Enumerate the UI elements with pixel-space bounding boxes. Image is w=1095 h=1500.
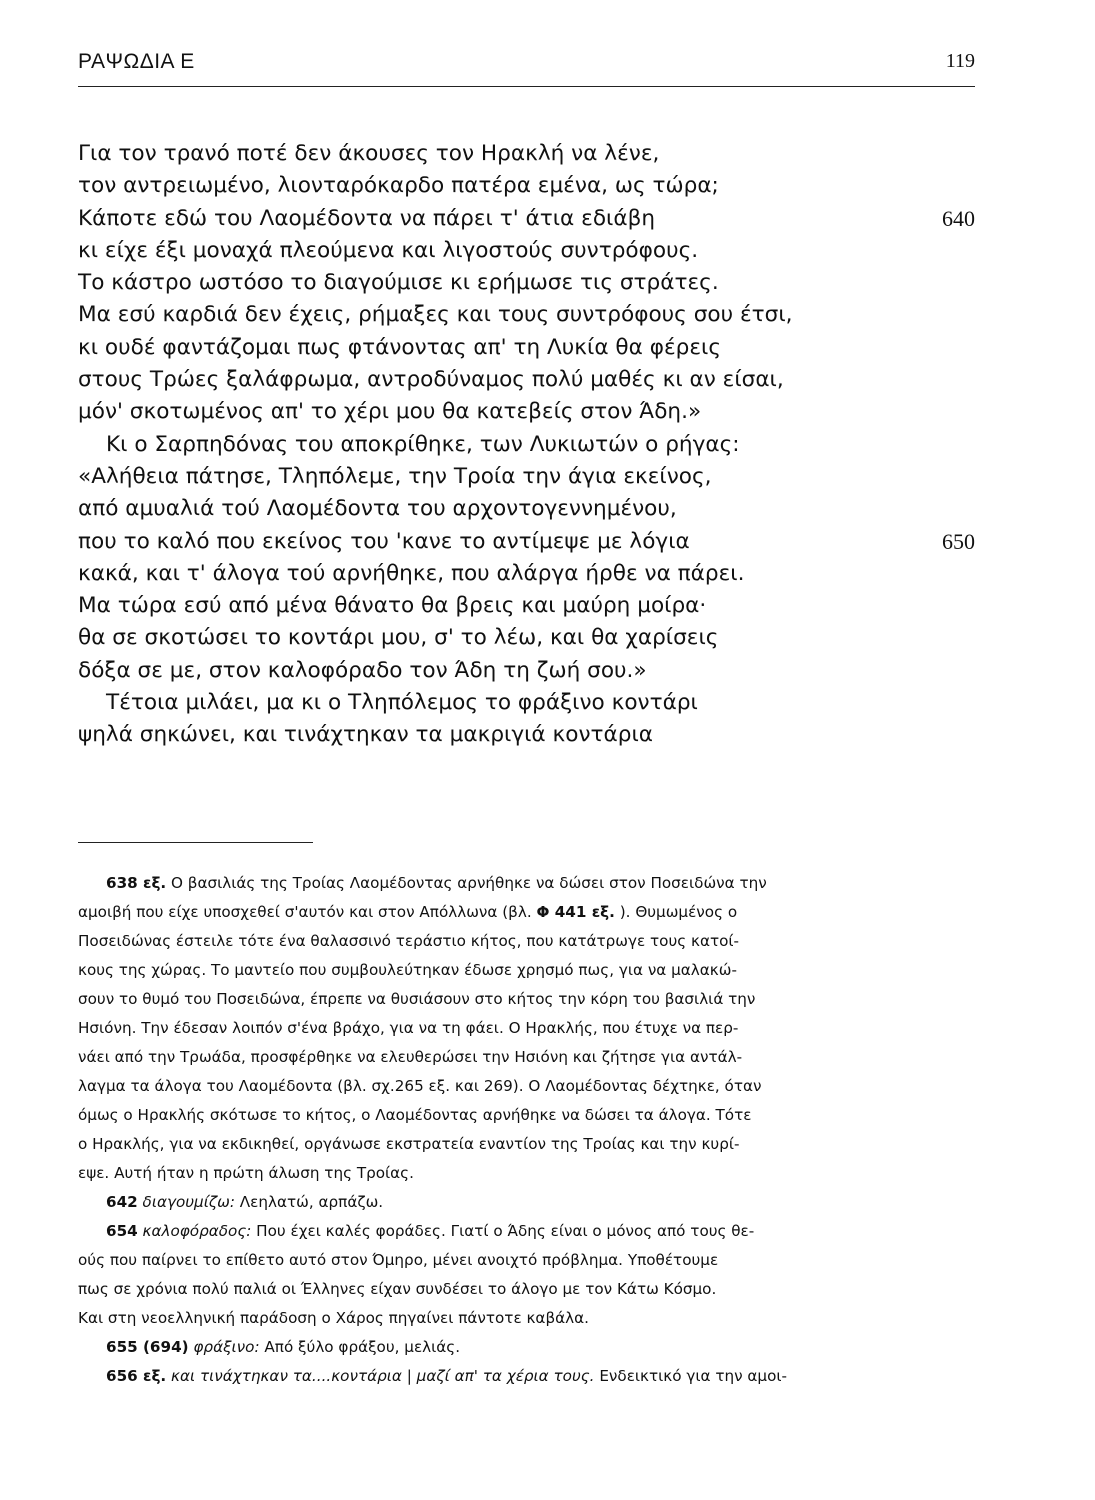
verse-line: «Αλήθεια πάτησε, Τληπόλεμε, την Τροία την άγια εκείνος, (78, 463, 712, 489)
page-number: 119 (945, 50, 975, 72)
verse-line: ψηλά σηκώνει, και τινάχτηκαν τα μακριγιά κοντάρια (78, 722, 654, 748)
cross-reference: Φ 441 εξ. (536, 903, 615, 921)
verse-line: Μα τώρα εσύ από μένα θάνατο θα βρεις και μαύρη μοίρα· (78, 593, 707, 619)
verse-line: Τέτοια μιλάει, μα κι ο Τληπόλεμος το φράξινο κοντάρι (106, 690, 698, 716)
footnote-line: πως σε χρόνια πολύ παλιά οι Έλληνες είχαν συνδέσει το άλογο με τον Κάτω Κόσμο. (78, 1280, 717, 1298)
verse-line: τον αντρειωμένο, λιονταρόκαρδο πατέρα εμένα, ως τώρα; (78, 173, 719, 199)
line-number: 640 (942, 205, 975, 231)
footnote-line: εψε. Αυτή ήταν η πρώτη άλωση της Τροίας. (78, 1164, 414, 1182)
footnote-term: φράξινο: (188, 1338, 260, 1356)
verse-line: δόξα σε με, στον καλοφόραδο τον Άδη τη ζωή σου.» (78, 657, 647, 683)
verse-line: που το καλό που εκείνος του 'κανε το αντίμεψε με λόγια 650 (78, 526, 975, 558)
footnote-line: Και στη νεοελληνική παράδοση ο Χάρος πηγαίνει πάντοτε καβάλα. (78, 1309, 589, 1327)
chapter-title: ΡΑΨΩΔΙΑ Ε (78, 50, 195, 73)
footnote-line: αμοιβή που είχε υποσχεθεί σ'αυτόν και στον Απόλλωνα (βλ. Φ 441 εξ. ). Θυμωμένος ο (78, 903, 738, 921)
footnote-line: νάει από την Τρωάδα, προσφέρθηκε να ελευθερώσει την Ησιόνη και ζήτησε για αντάλ- (78, 1048, 743, 1066)
footnote-line: ο Ηρακλής, για να εκδικηθεί, οργάνωσε εκστρατεία εναντίον της Τροίας και την κυρί- (78, 1135, 740, 1153)
verse-line: κι είχε έξι μοναχά πλεούμενα και λιγοστούς συντρόφους. (78, 237, 699, 263)
footnote-638: 638 εξ. Ο βασιλιάς της Τροίας Λαομέδοντας αρνήθηκε να δώσει στον Ποσειδώνα την (106, 874, 767, 892)
footnotes (78, 869, 918, 1391)
footnote-ref: 638 εξ. (106, 874, 167, 892)
footnote-term: και τινάχτηκαν τα....κοντάρια | μαζί απ' τα χέρια τους. (166, 1367, 595, 1385)
footnote-655: 655 (694) φράξινο: Από ξύλο φράξου, μελιάς. (106, 1338, 461, 1356)
footnote-ref: 655 (694) (106, 1338, 189, 1356)
footnote-ref: 656 εξ. (106, 1367, 167, 1385)
footnote-divider (78, 842, 313, 843)
verse-line: κι ουδέ φαντάζομαι πως φτάνοντας απ' τη Λυκία θα φέρεις (78, 334, 722, 360)
verse-line: Για τον τρανό ποτέ δεν άκουσες τον Ηρακλή να λένε, (78, 141, 660, 166)
footnote-656: 656 εξ. και τινάχτηκαν τα....κοντάρια | μαζί απ' τα χέρια τους. Ενδεικτικό για την αμοι- (106, 1367, 787, 1385)
footnote-654: 654 καλοφόραδος: Που έχει καλές φοράδες. Γιατί ο Άδης είναι ο μόνος από τους θε- (106, 1222, 755, 1240)
verse-line: μόν' σκοτωμένος απ' το χέρι μου θα κατεβείς στον Άδη.» (78, 399, 702, 425)
footnote-line: Ησιόνη. Την έδεσαν λοιπόν σ'ένα βράχο, για να τη φάει. Ο Ηρακλής, που έτυχε να περ- (78, 1019, 739, 1037)
verse-line: στους Τρώες ξαλάφρωμα, αντροδύναμος πολύ μαθές κι αν είσαι, (78, 367, 784, 393)
verse-block (78, 138, 975, 752)
footnote-ref: 654 (106, 1222, 138, 1240)
footnote-line: ούς που παίρνει το επίθετο αυτό στον Όμηρο, μένει ανοιχτό πρόβλημα. Υποθέτουμε (78, 1251, 719, 1269)
footnote-line: όμως ο Ηρακλής σκότωσε το κήτος, ο Λαομέδοντας αρνήθηκε να δώσει τα άλογα. Τότε (78, 1106, 752, 1124)
footnote-line: κους της χώρας. Το μαντείο που συμβουλεύτηκαν έδωσε χρησμό πως, για να μαλακώ- (78, 961, 737, 979)
verse-line: κακά, και τ' άλογα τού αρνήθηκε, που αλάργα ήρθε να πάρει. (78, 560, 745, 586)
verse-line: από αμυαλιά τού Λαομέδοντα του αρχοντογεννημένου, (78, 496, 677, 522)
footnote-term: καλοφόραδος: (137, 1222, 252, 1240)
footnote-term: διαγουμίζω: (137, 1193, 235, 1211)
verse-line: Μα εσύ καρδιά δεν έχεις, ρήμαξες και τους συντρόφους σου έτσι, (78, 302, 793, 328)
verse-line: Το κάστρο ωστόσο το διαγούμισε κι ερήμωσε τις στράτες. (78, 270, 719, 296)
verse-line: Κάποτε εδώ του Λαομέδοντα να πάρει τ' άτια εδιάβη 640 (78, 203, 975, 235)
running-header (78, 50, 975, 87)
footnote-line: σουν το θυμό του Ποσειδώνα, έπρεπε να θυσιάσουν στο κήτος την κόρη του βασιλιά την (78, 990, 756, 1008)
footnote-642: 642 διαγουμίζω: Λεηλατώ, αρπάζω. (106, 1193, 384, 1211)
verse-line: θα σε σκοτώσει το κοντάρι μου, σ' το λέω, και θα χαρίσεις (78, 625, 719, 651)
verse-line: Κι ο Σαρπηδόνας του αποκρίθηκε, των Λυκιωτών ο ρήγας: (106, 431, 740, 457)
footnote-line: Ποσειδώνας έστειλε τότε ένα θαλασσινό τεράστιο κήτος, που κατάτρωγε τους κατοί- (78, 932, 740, 950)
line-number: 650 (942, 528, 975, 554)
footnote-ref: 642 (106, 1193, 138, 1211)
footnote-line: λαγμα τα άλογα του Λαομέδοντα (βλ. σχ.265 εξ. και 269). Ο Λαομέδοντας δέχτηκε, όταν (78, 1077, 762, 1095)
